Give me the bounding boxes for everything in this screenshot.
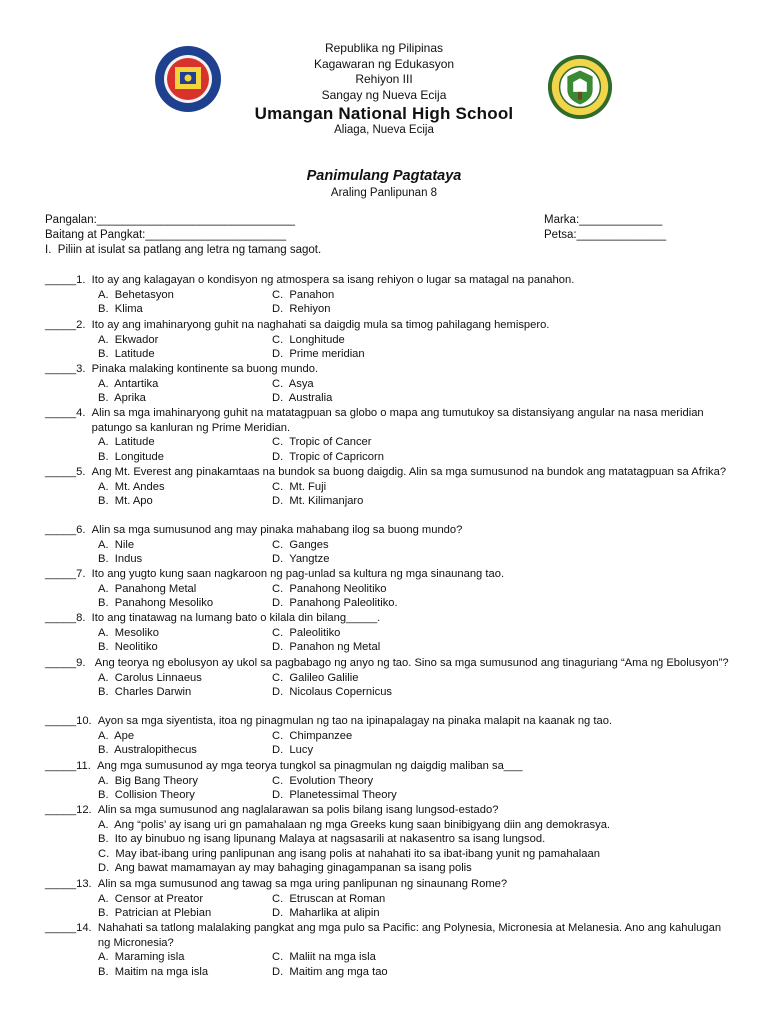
answer-option: B. Ito ay binubuo ng isang lipunang Malaya at nagsasarili at nakasentro sa isang lungsod.: [98, 833, 546, 846]
answer-options: [98, 435, 735, 464]
answer-option: D. Ang bawat mamamayan ay may bahaging ginagampanan sa isang polis: [98, 862, 472, 875]
answer-option: A. Mt. Andes: [98, 480, 165, 493]
answer-option: C. May ibat-ibang uring panlipunan ang isang polis at nahahati ito sa ibat-ibang yunit ng pamahalaan: [98, 847, 600, 860]
answer-option: D. Australia: [272, 392, 333, 405]
question-stem: [45, 362, 735, 377]
instruction-text: I. Piliin at isulat sa patlang ang letra ng tamang sagot.: [45, 244, 322, 256]
question-item: [45, 877, 735, 921]
question-stem: [45, 656, 735, 671]
question-text: Ito ang yugto kung saan nagkaroon ng pag-unlad sa kultura ng mga sinaunang tao.: [91, 568, 505, 580]
answer-option: D. Tropic of Capricorn: [272, 450, 384, 463]
question-item: [45, 362, 735, 406]
question-stem: [45, 877, 735, 892]
answer-option: C. Evolution Theory: [272, 774, 374, 787]
answer-blank[interactable]: _____2.: [45, 319, 92, 331]
answer-options: [98, 377, 735, 406]
answer-blank[interactable]: _____6.: [45, 524, 92, 536]
answer-blank[interactable]: _____9.: [45, 657, 95, 669]
question-text: Ayon sa mga siyentista, itoa ng pinagmulan ng tao na ipinapalagay na pinaka malapit na kaanak ng tao.: [97, 715, 613, 727]
answer-option: C. Mt. Fuji: [272, 480, 327, 493]
answer-option: D. Panahon ng Metal: [272, 641, 381, 654]
date-field[interactable]: Petsa:______________: [544, 229, 667, 241]
question-text: Ang teorya ng ebolusyon ay ukol sa pagbabago ng anyo ng tao. Sino sa mga sumusunod ang tinaguriang “Ama ng Ebolusyon”?: [94, 657, 729, 669]
question-item: [45, 803, 735, 876]
answer-option: D. Prime meridian: [272, 348, 365, 361]
answer-options: [98, 818, 735, 876]
question-stem: [45, 714, 735, 729]
answer-option: C. Maliit na mga isla: [272, 951, 376, 964]
answer-options: [98, 671, 735, 700]
exam-title: Panimulang Pagtataya: [306, 168, 462, 184]
header-text: [0, 41, 768, 103]
answer-blank[interactable]: _____7.: [45, 568, 92, 580]
answer-options: [98, 774, 735, 803]
answer-options: [98, 582, 735, 611]
answer-option: B. Panahong Mesoliko: [98, 597, 214, 610]
answer-option: D. Rehiyon: [272, 303, 331, 316]
answer-option: D. Mt. Kilimanjaro: [272, 495, 364, 508]
answer-blank[interactable]: _____4.: [45, 407, 92, 419]
answer-option: D. Maitim ang mga tao: [272, 965, 388, 978]
answer-options: [98, 480, 735, 509]
question-text: Alin sa mga sumusunod ang naglalarawan sa polis bilang isang lungsod-estado?: [97, 804, 499, 816]
answer-option: B. Mt. Apo: [98, 495, 153, 508]
grade-section-field[interactable]: Baitang at Pangkat:______________________: [45, 229, 287, 241]
question-item: [45, 406, 735, 464]
answer-option: A. Mesoliko: [98, 626, 159, 639]
question-item: [45, 318, 735, 362]
name-field[interactable]: Pangalan:_______________________________: [45, 214, 296, 226]
answer-option: A. Nile: [98, 538, 135, 551]
question-text: Ito ay ang kalagayan o kondisyon ng atmospera sa isang rehiyon o lugar sa matagal na panahon.: [91, 274, 575, 286]
question-item: [45, 656, 735, 700]
answer-option: D. Panahong Paleolitiko.: [272, 597, 398, 610]
question-item: [45, 714, 735, 758]
header-line-republic: Republika ng Pilipinas: [324, 41, 444, 55]
answer-option: C. Panahon: [272, 288, 335, 301]
answer-option: B. Patrician at Plebian: [98, 907, 212, 920]
question-text: Alin sa mga sumusunod ang tawag sa mga uring panlipunan ng sinaunang Rome?: [97, 878, 508, 890]
question-stem: [45, 921, 735, 950]
answer-option: C. Paleolitiko: [272, 626, 341, 639]
answer-option: C. Panahong Neolitiko: [272, 582, 387, 595]
answer-options: [98, 892, 735, 921]
school-town: Aliaga, Nueva Ecija: [334, 124, 434, 136]
answer-options: [98, 950, 735, 979]
answer-blank[interactable]: _____5.: [45, 466, 92, 478]
question-stem: [45, 611, 735, 626]
answer-blank[interactable]: _____12.: [45, 804, 98, 816]
question-item: [45, 465, 735, 509]
answer-option: A. Censor at Preator: [98, 892, 204, 905]
answer-option: B. Klima: [98, 303, 143, 316]
answer-option: C. Galileo Galilie: [272, 671, 359, 684]
answer-option: C. Asya: [272, 377, 314, 390]
question-item: [45, 921, 735, 979]
answer-blank[interactable]: _____8.: [45, 612, 92, 624]
answer-blank[interactable]: _____1.: [45, 274, 92, 286]
header-line-region: Rehiyon III: [355, 72, 413, 86]
question-text: Ito ay ang imahinaryong guhit na naghahati sa daigdig mula sa timog pahilagang hemispero.: [91, 319, 550, 331]
answer-option: B. Latitude: [98, 348, 155, 361]
question-item: [45, 611, 735, 655]
answer-option: D. Lucy: [272, 744, 314, 757]
question-item: [45, 273, 735, 317]
answer-option: A. Maraming isla: [98, 951, 185, 964]
answer-option: A. Ekwador: [98, 333, 159, 346]
question-stem: [45, 759, 735, 774]
question-stem: [45, 523, 735, 538]
question-text: Alin sa mga sumusunod ang may pinaka mahabang ilog sa buong mundo?: [91, 524, 463, 536]
answer-option: A. Big Bang Theory: [98, 774, 198, 787]
answer-option: D. Nicolaus Copernicus: [272, 686, 393, 699]
question-stem: [45, 803, 735, 818]
question-text: Pinaka malaking kontinente sa buong mundo.: [91, 363, 319, 375]
answer-options: [98, 288, 735, 317]
answer-option: A. Ang “polis’ ay isang uri gn pamahalaan ng mga Greeks kung saan binibigyang diin ang demokrasya.: [98, 818, 611, 831]
answer-option: A. Latitude: [98, 436, 155, 449]
question-stem: [45, 567, 735, 582]
answer-blank[interactable]: _____11.: [45, 760, 98, 772]
answer-option: A. Antartika: [98, 377, 159, 390]
answer-blank[interactable]: _____10.: [45, 715, 98, 727]
answer-option: B. Australopithecus: [98, 744, 197, 757]
exam-subject: Araling Panlipunan 8: [330, 187, 438, 199]
answer-blank[interactable]: _____13.: [45, 878, 98, 890]
answer-blank[interactable]: _____14.: [45, 922, 98, 934]
answer-option: B. Longitude: [98, 450, 164, 463]
answer-option: C. Longhitude: [272, 333, 345, 346]
question-stem: [45, 465, 735, 480]
question-text: Alin sa mga imahinaryong guhit na matatagpuan sa globo o mapa ang tumutukoy sa distansiyang angular na nasa meridian patungo sa kanluran ng Prime Meridian.: [91, 407, 704, 434]
question-item: [45, 523, 735, 567]
answer-option: C. Etruscan at Roman: [272, 892, 386, 905]
answer-option: B. Collision Theory: [98, 789, 195, 802]
question-stem: [45, 273, 735, 288]
answer-option: C. Tropic of Cancer: [272, 436, 372, 449]
answer-option: B. Aprika: [98, 392, 146, 405]
answer-option: D. Planetessimal Theory: [272, 789, 397, 802]
answer-option: C. Ganges: [272, 538, 329, 551]
question-item: [45, 567, 735, 611]
answer-option: D. Yangtze: [272, 553, 330, 566]
question-text: Nahahati sa tatlong malalaking pangkat ang mga pulo sa Pacific: ang Polynesia, Micronesia at Melanesia. Ano ang kahulugan ng Micronesia?: [97, 922, 722, 949]
answer-option: A. Carolus Linnaeus: [98, 671, 202, 684]
answer-option: D. Maharlika at alipin: [272, 907, 380, 920]
question-item: [45, 759, 735, 803]
answer-options: [98, 626, 735, 655]
question-text: Ito ang tinatawag na lumang bato o kilala din bilang_____.: [91, 612, 381, 624]
answer-option: B. Maitim na mga isla: [98, 965, 209, 978]
answer-options: [98, 538, 735, 567]
answer-options: [98, 729, 735, 758]
school-name: Umangan National High School: [254, 104, 514, 123]
question-stem: [45, 406, 735, 435]
answer-options: [98, 333, 735, 362]
answer-option: B. Charles Darwin: [98, 686, 192, 699]
score-field[interactable]: Marka:_____________: [544, 214, 663, 226]
answer-option: C. Chimpanzee: [272, 729, 353, 742]
answer-option: A. Panahong Metal: [98, 582, 197, 595]
answer-blank[interactable]: _____3.: [45, 363, 92, 375]
question-text: Ang Mt. Everest ang pinakamtaas na bundok sa buong daigdig. Alin sa mga sumusunod na bundok ang matatagpuan sa Afrika?: [91, 466, 727, 478]
header-line-department: Kagawaran ng Edukasyon: [313, 56, 455, 71]
header-line-division: Sangay ng Nueva Ecija: [321, 87, 447, 102]
question-text: Ang mga sumusunod ay mga teorya tungkol sa pinagmulan ng daigdig maliban sa___: [97, 760, 523, 772]
answer-option: B. Indus: [98, 553, 143, 566]
answer-option: B. Neolitiko: [98, 641, 158, 654]
answer-option: A. Behetasyon: [98, 288, 174, 301]
answer-option: A. Ape: [98, 729, 135, 742]
question-stem: [45, 318, 735, 333]
